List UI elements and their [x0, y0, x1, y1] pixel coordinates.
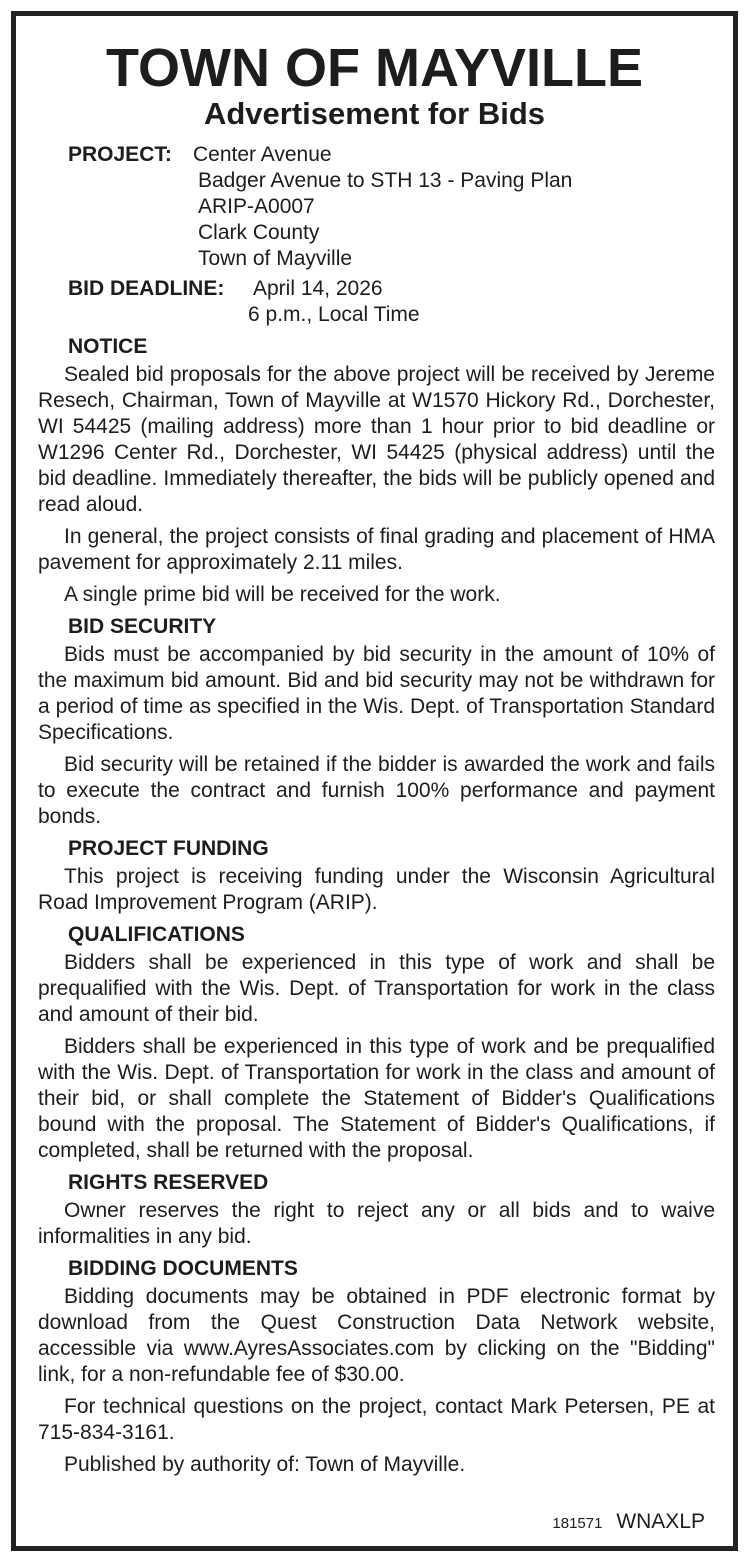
bid-deadline-field: [38, 276, 715, 328]
bid-security-paragraph: Bids must be accompanied by bid security in the amount of 10% of the maximum bid amount. Bid and bid security may not be withdrawn for a period of time as specified in the Wis. Dept. of Transportation Standard Specifications.: [38, 643, 715, 744]
bid-deadline-date: April 14, 2026: [253, 277, 383, 300]
rights-reserved-paragraph: Owner reserves the right to reject any or all bids and to waive informalities in any bid.: [38, 1199, 715, 1248]
bidding-documents-paragraph: For technical questions on the project, contact Mark Petersen, PE at 715-834-3161.: [38, 1395, 715, 1444]
bid-security-paragraph: Bid security will be retained if the bidder is awarded the work and fails to execute the contract and furnish 100% performance and payment bonds.: [38, 753, 715, 828]
qualifications-paragraph: Bidders shall be experienced in this type of work and shall be prequalified with the Wis. Dept. of Transportation for work in the class and amount of their bid.: [38, 951, 715, 1026]
published-by-line: Published by authority of: Town of Mayville.: [64, 1453, 466, 1476]
bid-deadline-label: BID DEADLINE:: [68, 277, 225, 300]
project-line: Center Avenue: [193, 143, 332, 166]
notice-paragraph: Sealed bid proposals for the above project will be received by Jereme Resech, Chairman, Town of Mayville at W1570 Hickory Rd., Dorchester, WI 54425 (mailing address) more than 1 hour prior to bid deadline or W1296 Center Rd., Dorchester, WI 54425 (physical address) until the bid deadline. Immediately thereafter, the bids will be publicly opened and read aloud.: [38, 363, 715, 516]
qualifications-paragraph: Bidders shall be experienced in this type of work and be prequalified with the Wis. Dept. of Transportation for work in the class and amount of their bid, or shall complete the Statement of Bidder's Qualifications bound with the proposal. The Statement of Bidder's Qualifications, if completed, shall be returned with the proposal.: [38, 1035, 715, 1162]
project-field: [38, 142, 715, 272]
section-heading-project-funding: PROJECT FUNDING: [68, 837, 269, 860]
notice-paragraph: A single prime bid will be received for the work.: [64, 583, 501, 606]
notice-title: TOWN OF MAYVILLE: [105, 38, 644, 98]
ad-number: 181571: [552, 1515, 603, 1532]
bidding-documents-paragraph: Bidding documents may be obtained in PDF electronic format by download from the Quest Construction Data Network website, accessible via www.AyresAssociates.com by clicking on the "Bidding" link, for a non-refundable fee of $30.00.: [38, 1285, 715, 1386]
notice-subtitle: Advertisement for Bids: [203, 96, 546, 131]
project-line: Clark County: [198, 221, 320, 244]
section-heading-rights-reserved: RIGHTS RESERVED: [68, 1171, 269, 1194]
section-heading-qualifications: QUALIFICATIONS: [68, 923, 245, 946]
bid-deadline-time: 6 p.m., Local Time: [248, 303, 420, 326]
project-line: Town of Mayville: [198, 247, 353, 270]
project-lines: [198, 168, 715, 272]
project-line: Badger Avenue to STH 13 - Paving Plan: [198, 169, 573, 192]
project-label: PROJECT:: [68, 143, 172, 166]
section-heading-bidding-documents: BIDDING DOCUMENTS: [68, 1257, 298, 1280]
section-heading-notice: NOTICE: [68, 335, 148, 358]
project-line: ARIP-A0007: [198, 195, 315, 218]
ad-code: WNAXLP: [616, 1510, 705, 1533]
ad-footer: [552, 1510, 705, 1534]
notice-body: [16, 142, 733, 1478]
section-heading-bid-security: BID SECURITY: [68, 615, 217, 638]
notice-paragraph: In general, the project consists of final grading and placement of HMA pavement for approximately 2.11 miles.: [38, 525, 715, 574]
notice-frame: [11, 11, 738, 1551]
project-funding-paragraph: This project is receiving funding under the Wisconsin Agricultural Road Improvement Program (ARIP).: [38, 865, 715, 914]
